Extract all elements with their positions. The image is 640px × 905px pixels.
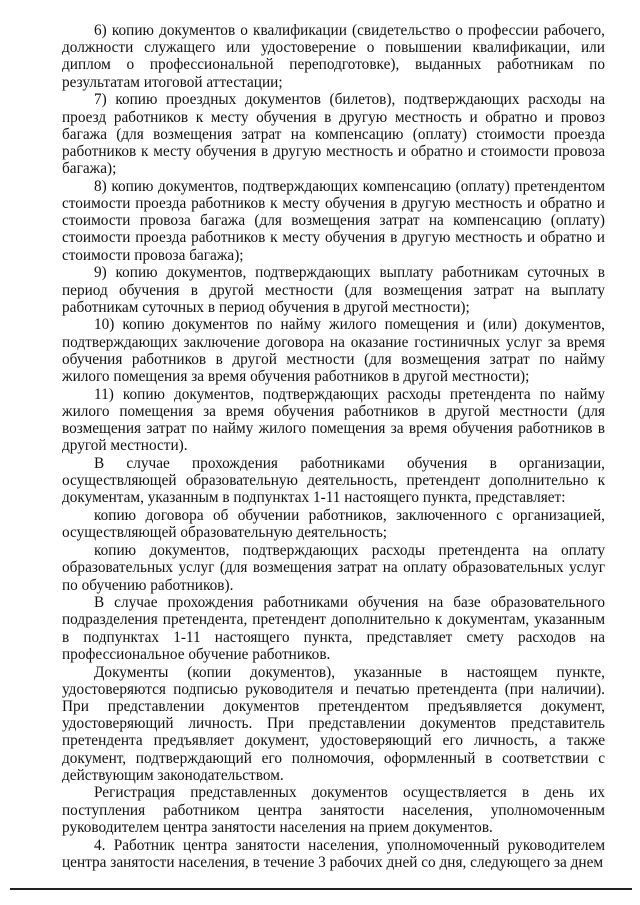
paragraph-payment-documents: копию документов, подтверждающих расходы претендента на оплату образовательных услуг (для возмещения затрат на оплату образовательных услуг по обучению работников). [62,542,605,594]
paragraph-section-4: 4. Работник центра занятости населения, уполномоченный руководителем центра занятости населения, в течение 3 рабочих дней со дня, следующего за днем [62,836,605,871]
paragraph-item-9: 9) копию документов, подтверждающих выплату работникам суточных в период обучения в другой местности (для возмещения затрат на выплату работникам суточных в период обучения в другой местности); [62,264,605,316]
paragraph-training-organization: В случае прохождения работниками обучения в организации, осуществляющей образовательную деятельность, претендент дополнительно к документам, указанным в подпунктах 1-11 настоящего пункта, представляет: [62,455,605,507]
paragraph-registration: Регистрация представленных документов осуществляется в день их поступления работником центра занятости населения, уполномоченным руководителем центра занятости населения на прием документов. [62,784,605,836]
paragraph-item-8: 8) копию документов, подтверждающих компенсацию (оплату) претендентом стоимости проезда работников к месту обучения в другую местность и обратно и стоимости провоза багажа (для возмещения затрат на компенсацию (оплату) стоимости проезда работников к месту обучения в другую местность и обратно и стоимости провоза багажа); [62,177,605,264]
paragraph-item-7: 7) копию проездных документов (билетов), подтверждающих расходы на проезд работников к месту обучения в другую местность и обратно и провоз багажа (для возмещения затрат на компенсацию (оплату) стоимости проезда работников к месту обучения в другую местность и обратно и стоимости провоза багажа); [62,91,605,178]
document-body [62,22,605,871]
paragraph-training-contract: копию договора об обучении работников, заключенного с организацией, осуществляющей образовательную деятельность; [62,507,605,542]
paragraph-item-10: 10) копию документов по найму жилого помещения и (или) документов, подтверждающих заключение договора на оказание гостиничных услуг за время обучения работников в другой местности (для возмещения затрат по найму жилого помещения за время обучения работников в другой местности); [62,316,605,386]
paragraph-internal-training: В случае прохождения работниками обучения на базе образовательного подразделения претендента, претендент дополнительно к документам, указанным в подпунктах 1-11 настоящего пункта, представляет смету расходов на профессиональное обучение работников. [62,594,605,663]
paragraph-item-6: 6) копию документов о квалификации (свидетельство о профессии рабочего, должности служащего или удостоверение о повышении квалификации, или диплом о профессиональной переподготовке), выданных работникам по результатам итоговой аттестации; [62,22,605,91]
paragraph-document-certification: Документы (копии документов), указанные в настоящем пункте, удостоверяются подписью руководителя и печатью претендента (при наличии). При представлении документов претендентом предъявляется документ, удостоверяющий личность. При представлении документов представитель претендента предъявляет документ, удостоверяющий его личность, а также документ, подтверждающий его полномочия, оформленный в соответствии с действующим законодательством. [62,663,605,784]
page-bottom-divider [10,888,632,890]
paragraph-item-11: 11) копию документов, подтверждающих расходы претендента по найму жилого помещения за время обучения работников в другой местности (для возмещения затрат по найму жилого помещения за время обучения работников в другой местности). [62,385,605,455]
